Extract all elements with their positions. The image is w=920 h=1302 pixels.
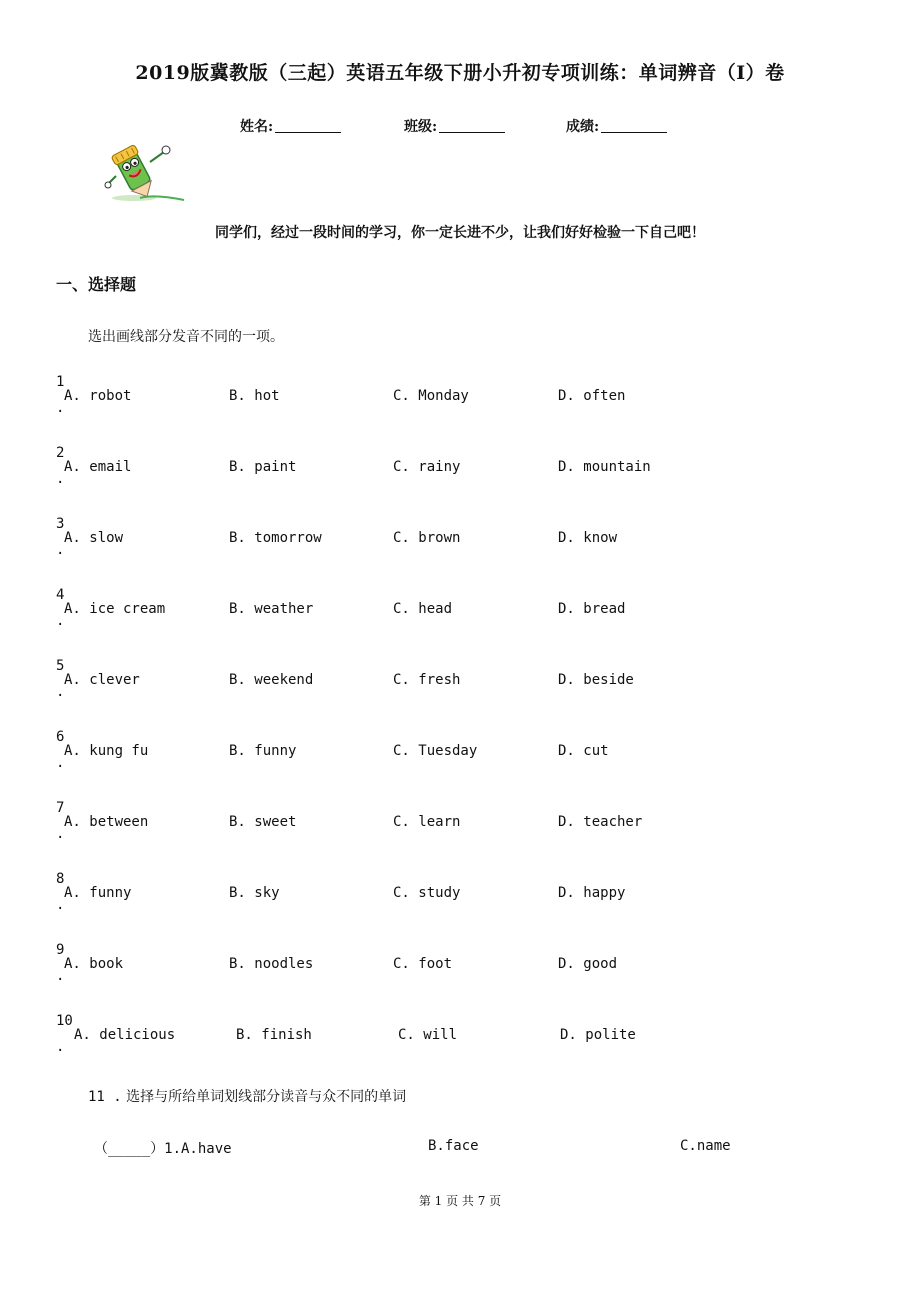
name-label: 姓名: <box>240 119 274 135</box>
option-c[interactable]: C.name <box>680 1138 731 1154</box>
option-c[interactable]: C. will <box>398 1027 458 1043</box>
question-number: 1 <box>56 374 65 390</box>
question-3 <box>56 516 856 566</box>
question-number: 3 <box>56 516 65 532</box>
question-1 <box>56 374 856 424</box>
class-label: 班级: <box>404 119 438 135</box>
score-label: 成绩: <box>566 119 600 135</box>
greeting-text: 同学们，经过一段时间的学习，你一定长进不少，让我们好好检验一下自己吧！ <box>215 225 705 241</box>
question-6 <box>56 729 856 779</box>
question-number: 8 <box>56 871 65 887</box>
class-blank[interactable] <box>439 118 505 133</box>
name-field <box>240 116 341 136</box>
question-5 <box>56 658 856 708</box>
question-number: 10 <box>56 1013 73 1029</box>
page-title: 2019版冀教版（三起）英语五年级下册小升初专项训练：单词辨音（I）卷 <box>135 62 785 84</box>
question-text: 选择与所给单词划线部分读音与众不同的单词 <box>126 1089 407 1105</box>
question-dot: . <box>56 1039 65 1055</box>
option-d[interactable]: D. good <box>558 956 618 972</box>
option-d[interactable]: D. bread <box>558 601 626 617</box>
option-c[interactable]: C. learn <box>393 814 461 830</box>
option-b[interactable]: B. paint <box>229 459 297 475</box>
option-b[interactable]: B. weekend <box>229 672 314 688</box>
option-d[interactable]: D. beside <box>558 672 634 688</box>
option-b[interactable]: B. tomorrow <box>229 530 322 546</box>
option-d[interactable]: D. cut <box>558 743 609 759</box>
question-8 <box>56 871 856 921</box>
section-title: 一、选择题 <box>56 275 137 294</box>
option-a[interactable]: A. delicious <box>74 1027 176 1043</box>
option-a[interactable]: A. funny <box>64 885 132 901</box>
option-a[interactable]: A. slow <box>64 530 124 546</box>
option-b[interactable]: B. sweet <box>229 814 297 830</box>
option-b[interactable]: B. hot <box>229 388 280 404</box>
question-dot: . <box>56 471 65 487</box>
option-d[interactable]: D. polite <box>560 1027 636 1043</box>
question-dot: . <box>56 542 65 558</box>
section-instruction: 选出画线部分发音不同的一项。 <box>88 329 284 345</box>
option-b[interactable]: B. funny <box>229 743 297 759</box>
option-a[interactable]: A. robot <box>64 388 132 404</box>
option-c[interactable]: C. Tuesday <box>393 743 478 759</box>
question-dot: . <box>56 684 65 700</box>
option-b[interactable]: B. finish <box>236 1027 312 1043</box>
class-field <box>404 116 505 136</box>
question-number: 7 <box>56 800 65 816</box>
question-number: 9 <box>56 942 65 958</box>
option-a[interactable]: A. between <box>64 814 149 830</box>
question-9 <box>56 942 856 992</box>
option-b[interactable]: B. weather <box>229 601 314 617</box>
option-c[interactable]: C. fresh <box>393 672 461 688</box>
question-number: 5 <box>56 658 65 674</box>
option-c[interactable]: C. rainy <box>393 459 461 475</box>
question-number: 4 <box>56 587 65 603</box>
option-a-with-blank[interactable]: （_____）1.A.have <box>94 1141 232 1157</box>
score-field <box>566 116 667 136</box>
question-2 <box>56 445 856 495</box>
option-c[interactable]: C. study <box>393 885 461 901</box>
option-a[interactable]: A. kung fu <box>64 743 149 759</box>
option-c[interactable]: C. Monday <box>393 388 469 404</box>
question-dot: . <box>56 968 65 984</box>
option-d[interactable]: D. know <box>558 530 618 546</box>
option-d[interactable]: D. happy <box>558 885 626 901</box>
option-a[interactable]: A. email <box>64 459 132 475</box>
question-dot: . <box>56 755 65 771</box>
question-number: 6 <box>56 729 65 745</box>
question-dot: . <box>56 400 65 416</box>
option-c[interactable]: C. head <box>393 601 453 617</box>
question-dot: . <box>56 897 65 913</box>
option-d[interactable]: D. often <box>558 388 626 404</box>
pencil-mascot-icon <box>104 140 186 204</box>
question-dot: . <box>56 826 65 842</box>
question-11-prompt <box>88 1086 406 1106</box>
option-c[interactable]: C. foot <box>393 956 453 972</box>
question-10 <box>56 1013 856 1063</box>
page-footer: 第 1 页 共 7 页 <box>418 1194 502 1208</box>
option-a[interactable]: A. book <box>64 956 124 972</box>
option-d[interactable]: D. mountain <box>558 459 651 475</box>
option-b[interactable]: B. sky <box>229 885 280 901</box>
option-a[interactable]: A. clever <box>64 672 140 688</box>
option-d[interactable]: D. teacher <box>558 814 643 830</box>
option-b[interactable]: B. noodles <box>229 956 314 972</box>
question-4 <box>56 587 856 637</box>
score-blank[interactable] <box>601 118 667 133</box>
option-b[interactable]: B.face <box>428 1138 479 1154</box>
name-blank[interactable] <box>275 118 341 133</box>
question-7 <box>56 800 856 850</box>
option-a[interactable]: A. ice cream <box>64 601 166 617</box>
question-dot: . <box>56 613 65 629</box>
question-number: 2 <box>56 445 65 461</box>
option-c[interactable]: C. brown <box>393 530 461 546</box>
question-number: 11 . <box>88 1089 122 1105</box>
